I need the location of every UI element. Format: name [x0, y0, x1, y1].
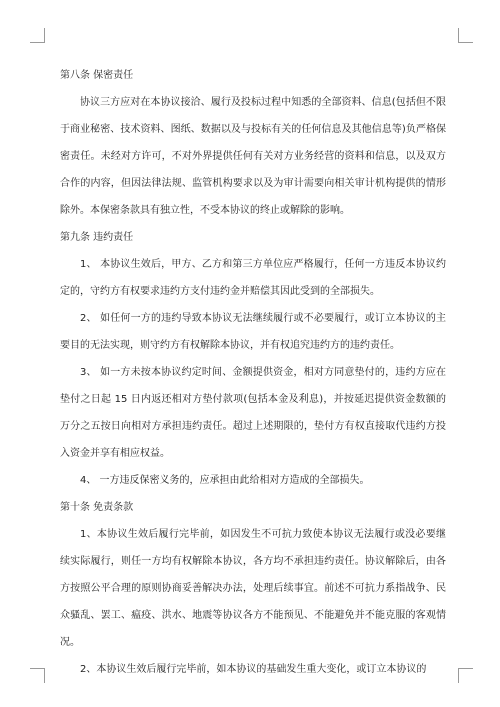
paragraph: 1、 本协议生效后，甲方、乙方和第三方单位应严格履行，任何一方违反本协议约定的，守约方有权要求违约方支付违约金并赔偿其因此受到的全部损失。	[60, 259, 446, 297]
paragraph: 3、 如一方未按本协议约定时间、金额提供资金，相对方同意垫付的，违约方应在垫付之日起 15 日内返还相对方垫付款项(包括本金及利息)，并按延迟提供资金数额的万分之五按日向相对方承担违约责任。超过上述期限的，垫付方有权直接取代违约方投入资金并享有相应权益。	[60, 367, 446, 459]
section-heading-confidentiality: 第八条 保密责任	[60, 70, 134, 81]
section-heading-exemption: 第十条 免责条款	[60, 502, 134, 513]
crop-mark-bottom-left	[30, 668, 45, 683]
section-heading-liability: 第九条 违约责任	[60, 232, 134, 243]
crop-mark-bottom-right	[458, 668, 473, 683]
paragraph: 1、本协议生效后履行完毕前，如因发生不可抗力致使本协议无法履行或没必要继续实际履行，则任一方均有权解除本协议，各方均不承担违约责任。协议解除后，由各方按照公平合理的原则协商妥善解决办法，处理后续事宜。前述不可抗力系指战争、民众骚乱、罢工、瘟疫、洪水、地震等协议各方不能预见、不能避免并不能克服的客观情况。	[60, 529, 446, 648]
document-body	[60, 62, 446, 683]
paragraph: 2、 如任何一方的违约导致本协议无法继续履行或不必要履行，或订立本协议的主要目的无法实现，则守约方有权解除本协议，并有权追究违约方的违约责任。	[60, 313, 446, 351]
paragraph: 2、本协议生效后履行完毕前，如本协议的基础发生重大变化，或订立本协议的	[80, 664, 427, 675]
crop-mark-top-left	[30, 28, 45, 43]
crop-mark-top-right	[458, 28, 473, 43]
paragraph: 4、 一方违反保密义务的，应承担由此给相对方造成的全部损失。	[80, 475, 370, 486]
paragraph: 协议三方应对在本协议接洽、履行及投标过程中知悉的全部资料、信息(包括但不限于商业秘密、技术资料、图纸、数据以及与投标有关的任何信息及其他信息等)负严格保密责任。未经对方许可，不对外界提供任何有关对方业务经营的资料和信息，以及双方合作的内容，但因法律法规、监管机构要求以及为审计需要向相关审计机构提供的情形除外。本保密条款具有独立性，不受本协议的终止或解除的影响。	[60, 97, 446, 216]
